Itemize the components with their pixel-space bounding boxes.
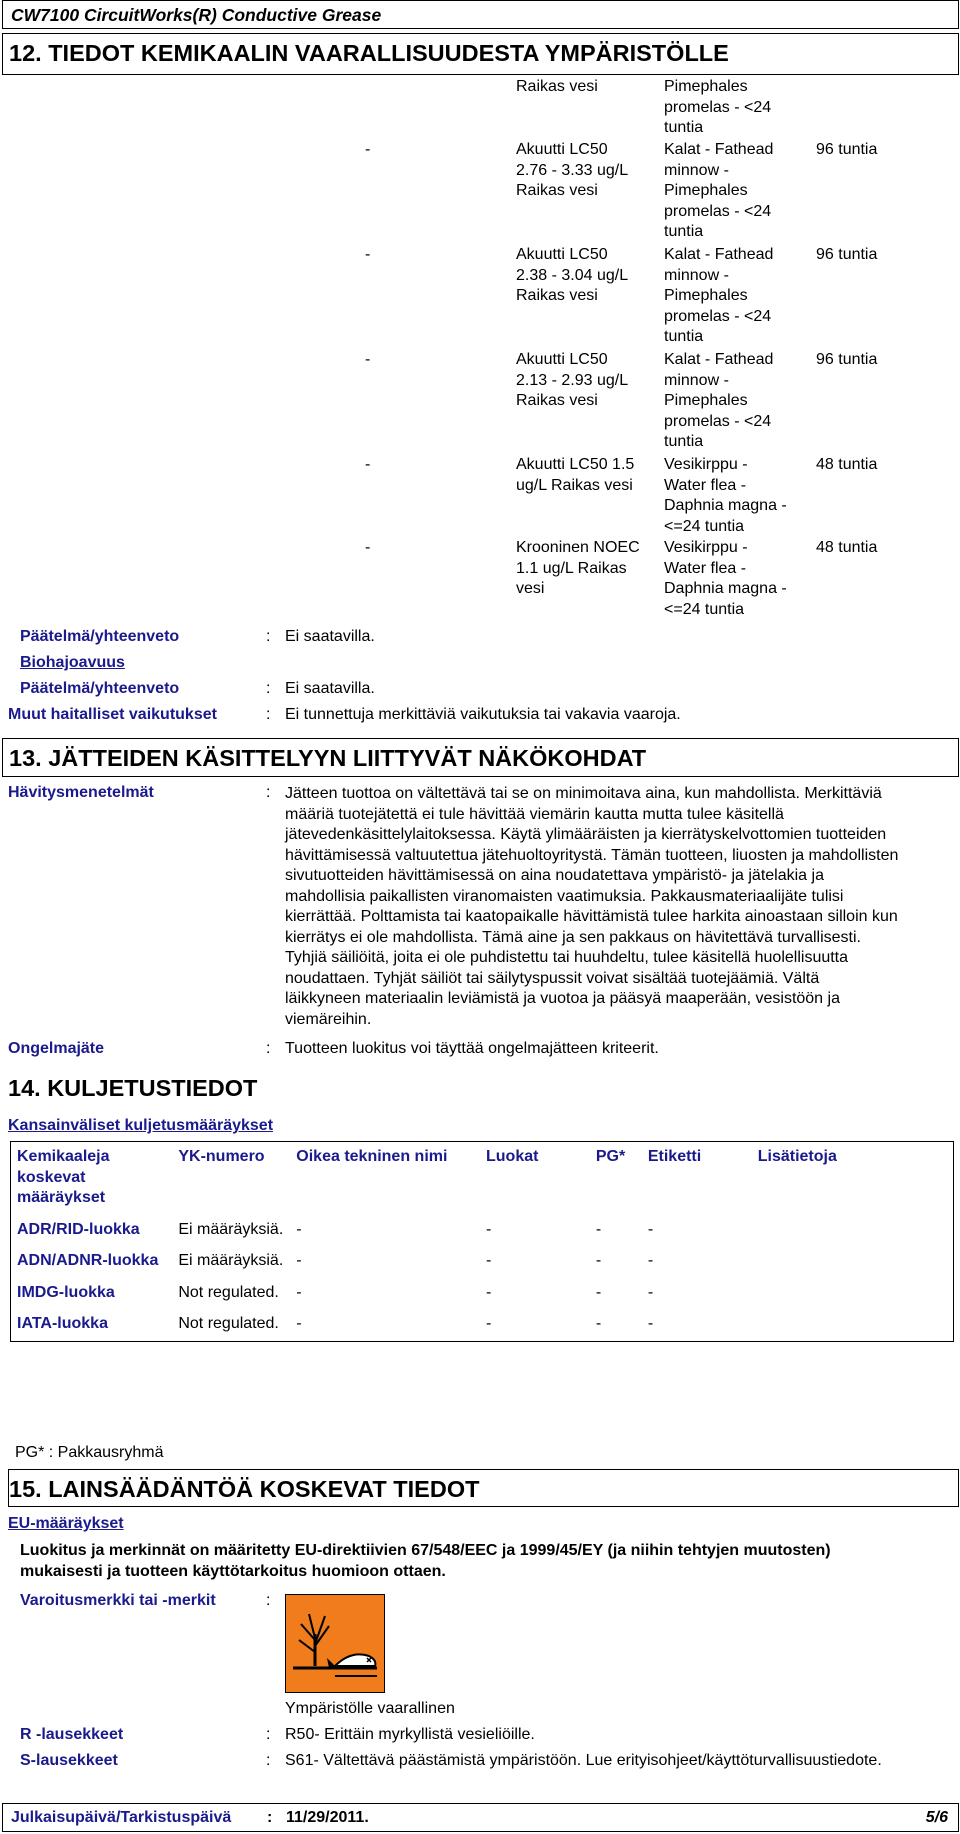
section-14-title: 14. KULJETUSTIEDOT bbox=[8, 1075, 258, 1101]
ecotox-species: Pimephales promelas - <24 tuntia bbox=[664, 78, 772, 136]
ecotox-duration: 96 tuntia bbox=[816, 246, 878, 263]
conclusion-value: Ei saatavilla. bbox=[285, 680, 375, 697]
additional-info bbox=[752, 1309, 954, 1341]
conclusion-label: Päätelmä/yhteenveto bbox=[20, 680, 180, 697]
colon: : bbox=[266, 784, 271, 801]
label-value: - bbox=[647, 1315, 654, 1332]
ecotox-duration: 96 tuntia bbox=[816, 141, 878, 158]
transport-class: ADR/RID-luokka bbox=[17, 1220, 140, 1238]
disposal-label: Hävitysmenetelmät bbox=[8, 784, 154, 801]
ecotox-test: Krooninen NOEC 1.1 ug/L Raikas vesi bbox=[516, 539, 640, 597]
un-number: Not regulated. bbox=[178, 1315, 279, 1332]
colon: : bbox=[266, 680, 271, 697]
ecotox-duration: 96 tuntia bbox=[816, 351, 878, 368]
ecotox-duration: 48 tuntia bbox=[816, 456, 878, 473]
ecotox-species: Kalat - Fathead minnow - Pimephales promelas - <24 tuntia bbox=[664, 141, 774, 240]
eu-classification-text: Luokitus ja merkinnät on määritetty EU-direktiivien 67/548/EEC ja 1999/45/EY (ja niihin tehtyjen muutosten) mukaisesti ja tuotteen käyttötarkoitus huomioon ottaen. bbox=[20, 1542, 831, 1580]
additional-info bbox=[752, 1215, 954, 1247]
ecotox-species: Kalat - Fathead minnow - Pimephales promelas - <24 tuntia bbox=[664, 351, 774, 450]
colon: : bbox=[266, 628, 271, 645]
additional-info bbox=[752, 1246, 954, 1278]
colon: : bbox=[266, 1040, 271, 1057]
shipping-name: - bbox=[296, 1283, 302, 1301]
label-value: - bbox=[647, 1252, 654, 1269]
transport-class: IMDG-luokka bbox=[17, 1283, 115, 1301]
eu-regulations-link[interactable]: EU-määräykset bbox=[8, 1515, 124, 1532]
document-header: CW7100 CircuitWorks(R) Conductive Grease bbox=[2, 0, 959, 29]
ecotox-test: Raikas vesi bbox=[516, 78, 598, 95]
ecotox-row-dash: - bbox=[365, 351, 371, 368]
colon: : bbox=[267, 1809, 273, 1826]
conclusion-value: Ei saatavilla. bbox=[285, 628, 375, 645]
table-row bbox=[11, 1215, 954, 1247]
un-number: Ei määräyksiä. bbox=[178, 1252, 284, 1269]
packing-group: - bbox=[595, 1252, 602, 1269]
ecotox-row-dash: - bbox=[365, 141, 371, 158]
environment-hazard-icon bbox=[285, 1594, 385, 1693]
transport-class: IATA-luokka bbox=[17, 1315, 108, 1332]
column-header: PG* bbox=[595, 1148, 626, 1165]
colon: : bbox=[266, 1592, 271, 1609]
hazard-symbol-label: Varoitusmerkki tai -merkit bbox=[20, 1592, 216, 1609]
packing-group: - bbox=[595, 1283, 602, 1301]
un-number: Not regulated. bbox=[178, 1283, 279, 1301]
packing-group: - bbox=[595, 1220, 602, 1238]
ecotox-row-dash: - bbox=[365, 539, 371, 556]
issue-date-label: Julkaisupäivä/Tarkistuspäivä bbox=[11, 1809, 232, 1826]
transport-class: ADN/ADNR-luokka bbox=[17, 1252, 159, 1269]
ecotox-test: Akuutti LC50 2.13 - 2.93 ug/L Raikas vesi bbox=[516, 351, 629, 409]
ecotox-species: Vesikirppu - Water flea - Daphnia magna - <=24 tuntia bbox=[664, 539, 787, 618]
ecotox-test: Akuutti LC50 1.5 ug/L Raikas vesi bbox=[516, 456, 635, 494]
packing-group: - bbox=[595, 1315, 602, 1332]
ecotox-row-dash: - bbox=[365, 456, 371, 473]
packing-group-note: PG* : Pakkausryhmä bbox=[15, 1444, 164, 1461]
colon: : bbox=[266, 1726, 271, 1743]
label-value: - bbox=[647, 1220, 654, 1238]
r-phrases-label: R -lausekkeet bbox=[20, 1726, 124, 1743]
international-transport-link[interactable]: Kansainväliset kuljetusmääräykset bbox=[8, 1117, 274, 1134]
r-phrases-value: R50- Erittäin myrkyllistä vesieliöille. bbox=[285, 1726, 535, 1743]
table-row bbox=[11, 1309, 954, 1341]
label-value: - bbox=[647, 1283, 654, 1301]
column-header: Oikea tekninen nimi bbox=[296, 1148, 448, 1165]
page-number: 5/6 bbox=[925, 1809, 948, 1826]
transport-class-value: - bbox=[486, 1252, 492, 1269]
transport-class-value: - bbox=[486, 1283, 492, 1301]
biodegradability-link[interactable]: Biohajoavuus bbox=[20, 654, 125, 671]
s-phrases-value: S61- Vältettävä päästämistä ympäristöön. Lue erityisohjeet/käyttöturvallisuustiedote. bbox=[285, 1752, 882, 1769]
ecotox-duration: 48 tuntia bbox=[816, 539, 878, 556]
column-header: Etiketti bbox=[647, 1148, 702, 1165]
colon: : bbox=[266, 1752, 271, 1769]
column-header: YK-numero bbox=[178, 1148, 265, 1165]
other-effects-label: Muut haitalliset vaikutukset bbox=[8, 706, 217, 723]
colon: : bbox=[266, 706, 271, 723]
column-header: Lisätietoja bbox=[757, 1148, 837, 1165]
page-footer bbox=[2, 1803, 959, 1832]
table-row bbox=[11, 1278, 954, 1310]
shipping-name: - bbox=[296, 1315, 302, 1332]
ecotox-test: Akuutti LC50 2.76 - 3.33 ug/L Raikas vesi bbox=[516, 141, 629, 199]
column-header: Kemikaaleja koskevat määräykset bbox=[17, 1148, 110, 1206]
ecotox-species: Kalat - Fathead minnow - Pimephales promelas - <24 tuntia bbox=[664, 246, 774, 345]
ecotox-row-dash: - bbox=[365, 246, 371, 263]
additional-info bbox=[752, 1278, 954, 1310]
ecotox-test: Akuutti LC50 2.38 - 3.04 ug/L Raikas vesi bbox=[516, 246, 629, 304]
other-effects-value: Ei tunnettuja merkittäviä vaikutuksia tai vakavia vaaroja. bbox=[285, 706, 681, 723]
column-header: Luokat bbox=[486, 1148, 539, 1165]
section-13-title: 13. JÄTTEIDEN KÄSITTELYYN LIITTYVÄT NÄKÖKOHDAT bbox=[2, 738, 959, 777]
issue-date-value: 11/29/2011. bbox=[286, 1809, 369, 1826]
transport-table bbox=[10, 1141, 954, 1342]
hazardous-waste-value: Tuotteen luokitus voi täyttää ongelmajätteen kriteerit. bbox=[285, 1040, 659, 1057]
shipping-name: - bbox=[296, 1252, 302, 1269]
conclusion-label: Päätelmä/yhteenveto bbox=[20, 628, 180, 645]
disposal-text: Jätteen tuottoa on vältettävä tai se on minimoitava aina, kun mahdollista. Merkittäviä määriä tuotejätettä ei tule hävittää viemärin kautta mutta tulee käsitellä jätevedenkäsittelylaitoksessa. Käytä ylimääräisten ja kierrätyskelvottomien tuotteiden hävittämisessä valtuutettua jätehuoltoyritystä. Tämän tuotteen, liuosten ja mahdollisten sivutuotteiden hävittämisessä on aina noudatettava ympäristö- ja jätelakia ja mahdollisia paikallisten viranomaisten vaatimuksia. Pakkausmateriaalijäte tulisi kierrättää. Polttamista tai kaatopaikalle hävittämistä tulee harkita ainoastaan silloin kun kierrätys ei ole mahdollista. Tämä aine ja sen pakkaus on hävitettävä turvallisesti. Tyhjiä säiliöitä, joita ei ole puhdistettu tai huuhdeltu, tulee käsitellä huolellisuutta noudattaen. Tyhjät säiliöt tai säilytyspussit voivat sisältää tuotejäämiä. Vältä läikkyneen materiaalin leviämistä ja vuotoa ja pääsyä maaperään, vesistöön ja viemäreihin. bbox=[285, 785, 899, 1028]
un-number: Ei määräyksiä. bbox=[178, 1220, 284, 1238]
table-row bbox=[11, 1246, 954, 1278]
hazardous-waste-label: Ongelmajäte bbox=[8, 1040, 105, 1057]
shipping-name: - bbox=[296, 1220, 302, 1238]
s-phrases-label: S-lausekkeet bbox=[20, 1752, 118, 1769]
transport-class-value: - bbox=[486, 1315, 492, 1332]
ecotox-species: Vesikirppu - Water flea - Daphnia magna - <=24 tuntia bbox=[664, 456, 787, 535]
table-header-row bbox=[11, 1142, 954, 1215]
hazard-symbol-caption: Ympäristölle vaarallinen bbox=[285, 1700, 455, 1717]
section-15-title: 15. LAINSÄÄDÄNTÖÄ KOSKEVAT TIEDOT bbox=[8, 1469, 959, 1507]
section-12-title: 12. TIEDOT KEMIKAALIN VAARALLISUUDESTA YMPÄRISTÖLLE bbox=[2, 33, 959, 75]
transport-class-value: - bbox=[486, 1220, 492, 1238]
